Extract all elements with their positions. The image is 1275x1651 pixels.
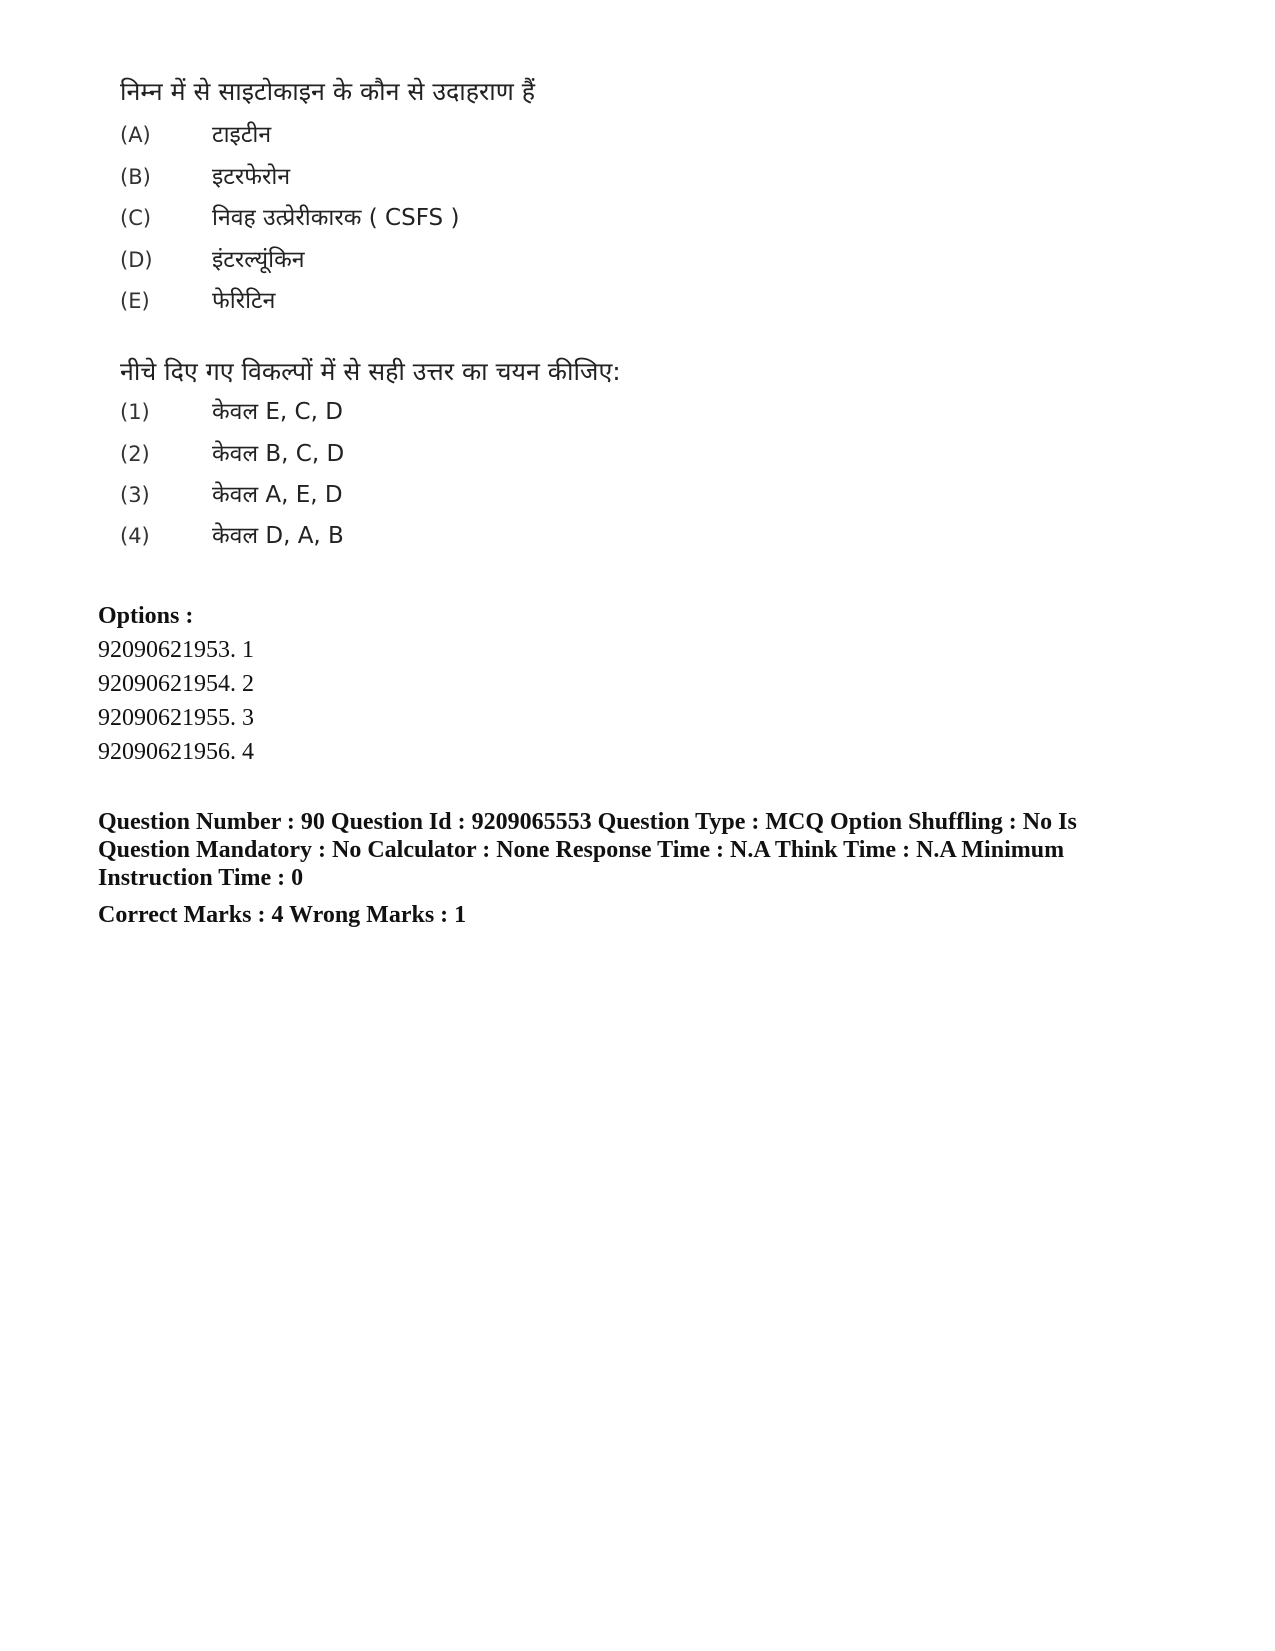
item-text: इंटरल्यूंकिन bbox=[212, 247, 305, 273]
question-item bbox=[120, 198, 660, 238]
options-heading: Options : bbox=[98, 603, 194, 629]
item-text: टाइटीन bbox=[212, 122, 272, 148]
answer-choice bbox=[120, 434, 660, 474]
question-stem: निम्न में से साइटोकाइन के कौन से उदाहराण हैं bbox=[120, 77, 536, 106]
item-text: इटरफेरोन bbox=[212, 164, 291, 190]
item-label: (A) bbox=[120, 123, 151, 147]
item-label: (E) bbox=[120, 289, 150, 313]
choice-label: (2) bbox=[120, 442, 150, 466]
option-line: 92090621955. 3 bbox=[98, 705, 254, 731]
question-item bbox=[120, 281, 660, 321]
choice-label: (1) bbox=[120, 400, 150, 424]
item-label: (C) bbox=[120, 206, 152, 230]
answer-choice bbox=[120, 475, 660, 515]
option-line: 92090621956. 4 bbox=[98, 739, 254, 765]
choice-label: (4) bbox=[120, 524, 150, 548]
choice-text: केवल A, E, D bbox=[212, 482, 343, 508]
option-line: 92090621954. 2 bbox=[98, 671, 254, 697]
choice-text: केवल D, A, B bbox=[212, 523, 344, 549]
item-label: (D) bbox=[120, 248, 153, 272]
marks-line: Correct Marks : 4 Wrong Marks : 1 bbox=[98, 902, 467, 928]
answer-choice bbox=[120, 516, 660, 556]
choice-label: (3) bbox=[120, 483, 150, 507]
question-instruction: नीचे दिए गए विकल्पों में से सही उत्तर का चयन कीजिए: bbox=[120, 357, 621, 386]
choice-text: केवल E, C, D bbox=[212, 399, 343, 425]
item-text: फेरिटिन bbox=[212, 288, 276, 314]
question-item bbox=[120, 240, 660, 280]
item-label: (B) bbox=[120, 165, 151, 189]
option-line: 92090621953. 1 bbox=[98, 637, 254, 663]
question-item bbox=[120, 115, 660, 155]
question-image bbox=[112, 68, 672, 588]
answer-choice bbox=[120, 392, 660, 432]
choice-text: केवल B, C, D bbox=[212, 441, 345, 467]
item-text: निवह उत्प्रेरीकारक ( CSFS ) bbox=[212, 205, 460, 231]
question-item bbox=[120, 157, 660, 197]
question-metadata: Question Number : 90 Question Id : 9209065553 Question Type : MCQ Option Shuffling : No Is Question Mandatory : No Calculator : None Response Time : N.A Think Time : N.A Minimum Instruction Time : 0 bbox=[98, 809, 1077, 891]
